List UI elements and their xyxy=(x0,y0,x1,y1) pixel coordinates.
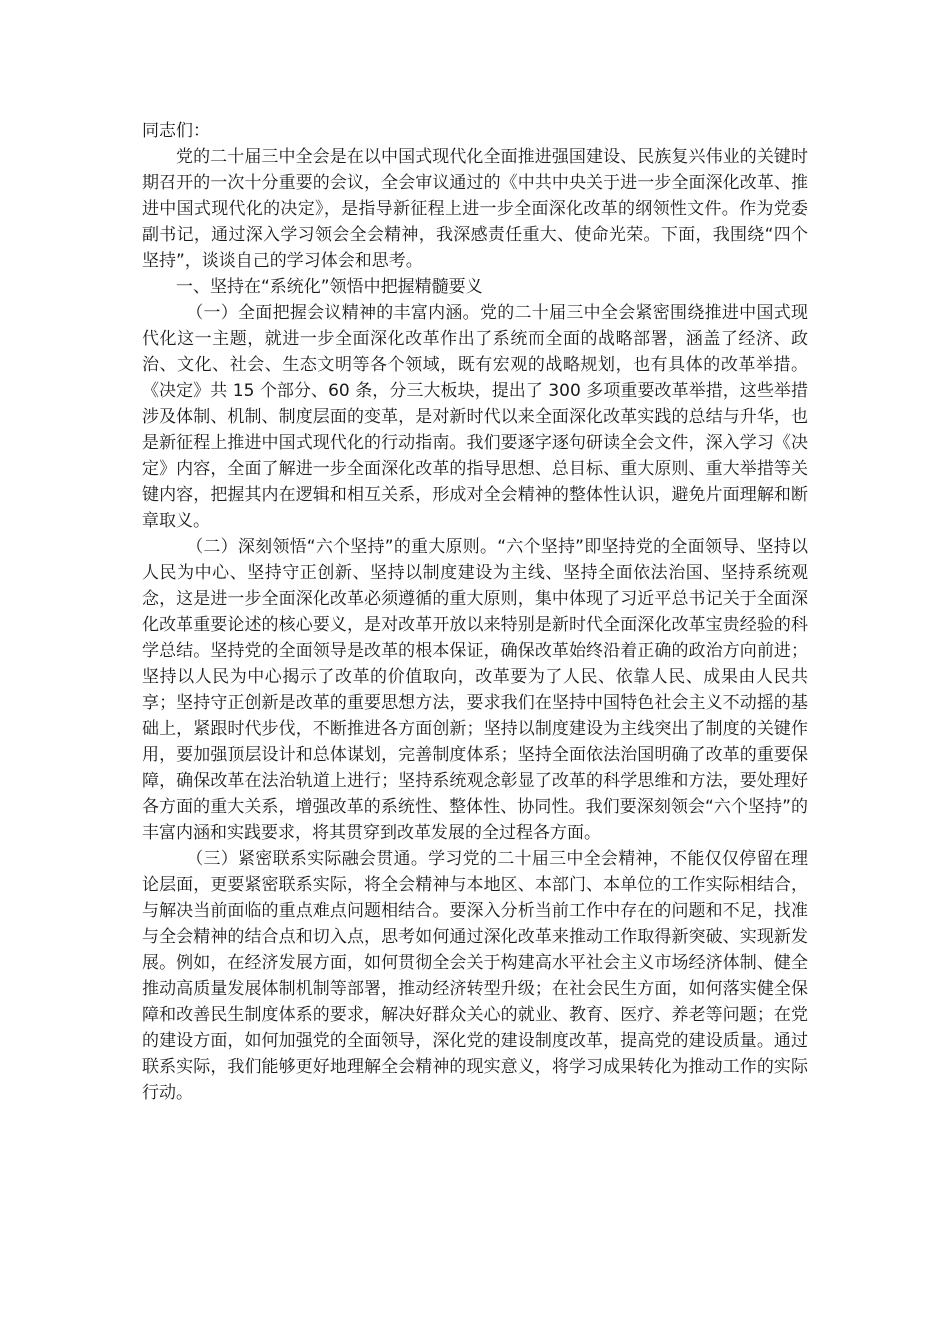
subsection-paragraph-3: （三）紧密联系实际融会贯通。学习党的二十届三中全会精神，不能仅仅停留在理论层面，更要紧密联系实际，将全会精神与本地区、本部门、本单位的工作实际相结合，与解决当前面临的重点难点问题相结合。要深入分析当前工作中存在的问题和不足，找准与全会精神的结合点和切入点，思考如何通过深化改革来推动工作取得新突破、实现新发展。例如，在经济发展方面，如何贯彻全会关于构建高水平社会主义市场经济体制、健全推动高质量发展体制机制等部署，推动经济转型升级；在社会民生方面，如何落实健全保障和改善民生制度体系的要求，解决好群众关心的就业、教育、医疗、养老等问题；在党的建设方面，如何加强党的全面领导，深化党的建设制度改革，提高党的建设质量。通过联系实际，我们能够更好地理解全会精神的现实意义，将学习成果转化为推动工作的实际行动。 xyxy=(142,849,808,1103)
subsection-paragraph-2: （二）深刻领悟“六个坚持”的重大原则。“六个坚持”即坚持党的全面领导、坚持以人民为中心、坚持守正创新、坚持以制度建设为主线、坚持全面依法治国、坚持系统观念，这是进一步全面深化改革必须遵循的重大原则，集中体现了习近平总书记关于全面深化改革重要论述的核心要义，是对改革开放以来特别是新时代全面深化改革宝贵经验的科学总结。坚持党的全面领导是改革的根本保证，确保改革始终沿着正确的政治方向前进；坚持以人民为中心揭示了改革的价值取向，改革要为了人民、依靠人民、成果由人民共享；坚持守正创新是改革的重要思想方法，要求我们在坚持中国特色社会主义不动摇的基础上，紧跟时代步伐，不断推进各方面创新；坚持以制度建设为主线突出了制度的关键作用，要加强顶层设计和总体谋划，完善制度体系；坚持全面依法治国明确了改革的重要保障，确保改革在法治轨道上进行；坚持系统观念彰显了改革的科学思维和方法，要处理好各方面的重大关系，增强改革的系统性、整体性、协同性。我们要深刻领会“六个坚持”的丰富内涵和实践要求，将其贯穿到改革发展的全过程各方面。 xyxy=(142,537,808,843)
document-body xyxy=(142,118,808,1106)
intro-paragraph: 党的二十届三中全会是在以中国式现代化全面推进强国建设、民族复兴伟业的关键时期召开的一次十分重要的会议，全会审议通过的《中共中央关于进一步全面深化改革、推进中国式现代化的决定》，是指导新征程上进一步全面深化改革的纲领性文件。作为党委副书记，通过深入学习领会全会精神，我深感责任重大、使命光荣。下面，我围绕“四个坚持”，谈谈自己的学习体会和思考。 xyxy=(142,147,808,271)
section-heading-1: 一、坚持在“系统化”领悟中把握精髓要义 xyxy=(176,277,483,297)
salutation: 同志们： xyxy=(142,121,210,141)
subsection-paragraph-1: （一）全面把握会议精神的丰富内涵。党的二十届三中全会紧密围绕推进中国式现代化这一主题，就进一步全面深化改革作出了系统而全面的战略部署，涵盖了经济、政治、文化、社会、生态文明等各个领域，既有宏观的战略规划，也有具体的改革举措。《决定》共 15 个部分、60 条，分三大板块，提出了 300 多项重要改革举措，这些举措涉及体制、机制、制度层面的变革，是对新时代以来全面深化改革实践的总结与升华，也是新征程上推进中国式现代化的行动指南。我们要逐字逐句研读全会文件，深入学习《决定》内容，全面了解进一步全面深化改革的指导思想、总目标、重大原则、重大举措等关键内容，把握其内在逻辑和相互关系，形成对全会精神的整体性认识，避免片面理解和断章取义。 xyxy=(142,303,808,531)
